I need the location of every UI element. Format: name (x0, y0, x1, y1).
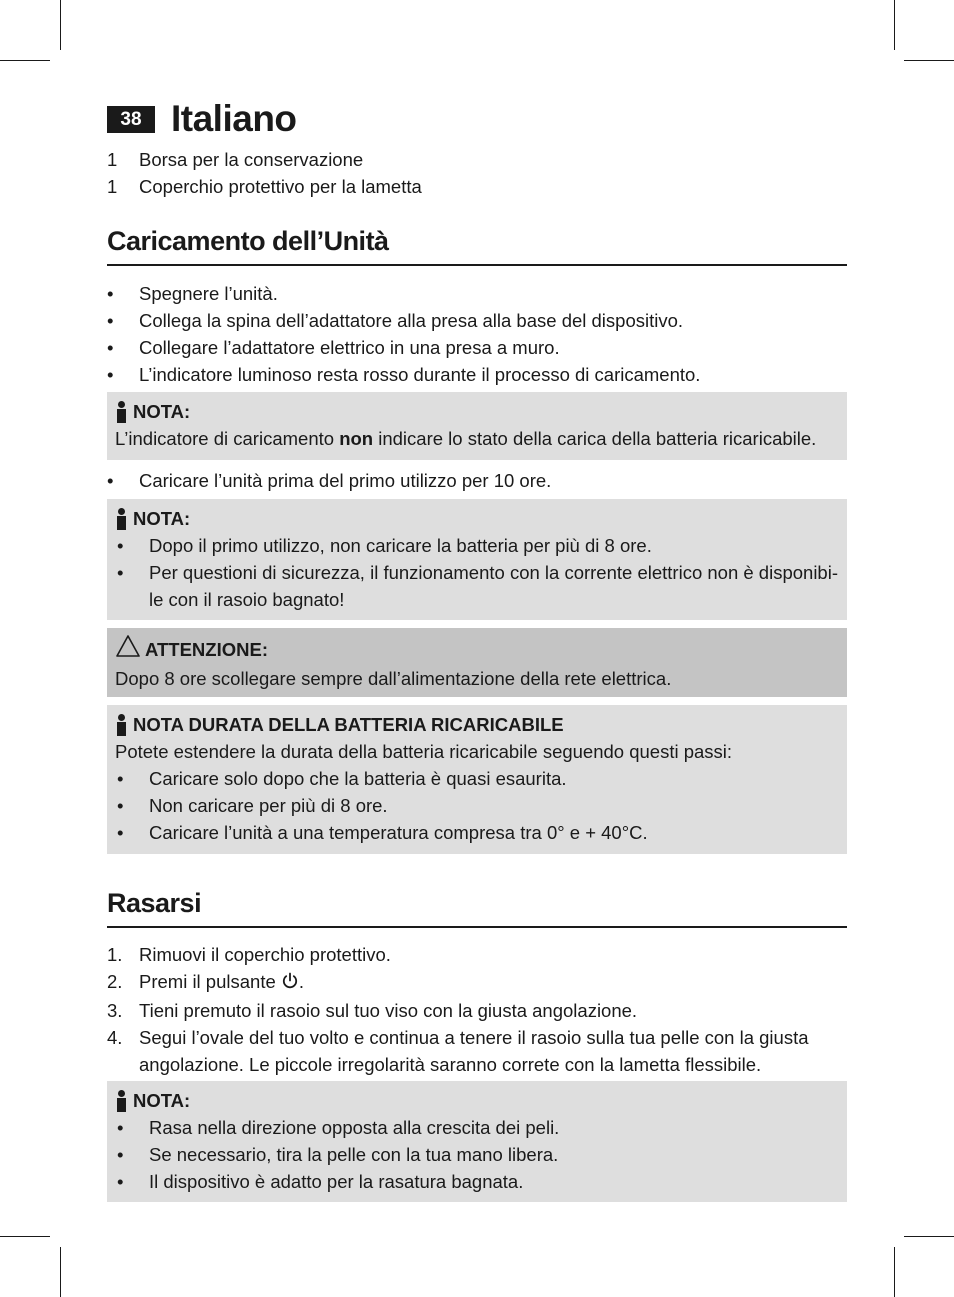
list-item: • Caricare l’unità prima del primo utilizzo per 10 ore. (107, 470, 552, 491)
warning-box (107, 628, 847, 697)
info-icon (115, 714, 127, 736)
crop-mark (904, 60, 954, 61)
list-item: • Il dispositivo è adatto per la rasatura bagnata. (117, 1171, 524, 1192)
list-item: 3. Tieni premuto il rasoio sul tuo viso con la giusta angolazione. (107, 1000, 638, 1021)
note-title: NOTA: (115, 1087, 839, 1114)
charging-extra-list (107, 467, 847, 494)
list-item: • L’indicatore luminoso resta rosso durante il processo di caricamento. (107, 364, 701, 385)
list-item: • Rasa nella direzione opposta alla crescita dei peli. (117, 1117, 560, 1138)
page-header (107, 98, 297, 140)
page-title: Italiano (171, 98, 297, 139)
note-title: NOTA: (115, 398, 839, 425)
list-item: • Collegare l’adattatore elettrico in una presa a muro. (107, 337, 560, 358)
note-box (107, 392, 847, 460)
crop-mark (894, 0, 895, 50)
note-box (107, 499, 847, 620)
note-box (107, 1081, 847, 1202)
crop-mark (60, 1247, 61, 1297)
warning-text: Dopo 8 ore scollegare sempre dall’alimentazione della rete elettrica. (115, 668, 672, 689)
note-title: NOTA DURATA DELLA BATTERIA RICARICABILE (115, 711, 839, 738)
info-icon (115, 508, 127, 530)
crop-mark (0, 1236, 50, 1237)
list-item: 1 Coperchio protettivo per la lametta (107, 176, 422, 197)
charging-steps-list (107, 280, 847, 388)
note-title: NOTA: (115, 505, 839, 532)
list-item: • Dopo il primo utilizzo, non caricare la batteria per più di 8 ore. (117, 535, 652, 556)
page-number: 38 (107, 106, 155, 133)
list-item: • Caricare l’unità a una temperatura compresa tra 0° e + 40°C. (117, 822, 648, 843)
list-item: • Non caricare per più di 8 ore. (117, 795, 388, 816)
section-title-shaving: Rasarsi (107, 888, 847, 928)
list-item: • Spegnere l’unità. (107, 283, 278, 304)
list-item: 4. Segui l’ovale del tuo volto e continua a tenere il rasoio sulla tua pelle con la giusta angolazione. Le piccole irregolarità saranno correte con la lametta flessibile. (107, 1027, 809, 1075)
section-title-charging: Caricamento dell’Unità (107, 226, 847, 266)
list-item: • Caricare solo dopo che la batteria è quasi esaurita. (117, 768, 567, 789)
warning-icon (115, 634, 141, 665)
crop-mark (0, 60, 50, 61)
info-icon (115, 1090, 127, 1112)
list-item: 2. Premi il pulsante . (107, 968, 847, 997)
crop-mark (904, 1236, 954, 1237)
battery-note-box (107, 705, 847, 854)
warning-title: ATTENZIONE: (115, 634, 839, 665)
note-text: Potete estendere la durata della batteria ricaricabile seguendo questi passi: (115, 741, 733, 762)
crop-mark (894, 1247, 895, 1297)
note-text: L’indicatore di caricamento non indicare lo stato della carica della batteria ricaricabile. (115, 428, 817, 449)
shaving-steps-list (107, 941, 847, 1078)
crop-mark (60, 0, 61, 50)
list-item: 1. Rimuovi il coperchio protettivo. (107, 944, 391, 965)
list-item: • Per questioni di sicurezza, il funzionamento con la corrente elettrico non è disponibi-le con il rasoio bagnato! (117, 562, 838, 610)
list-item: • Collega la spina dell’adattatore alla presa alla base del dispositivo. (107, 310, 684, 331)
list-item: 1 Borsa per la conservazione (107, 149, 364, 170)
info-icon (115, 401, 127, 423)
package-contents-list (107, 146, 847, 200)
power-icon (281, 970, 299, 997)
list-item: • Se necessario, tira la pelle con la tua mano libera. (117, 1144, 559, 1165)
